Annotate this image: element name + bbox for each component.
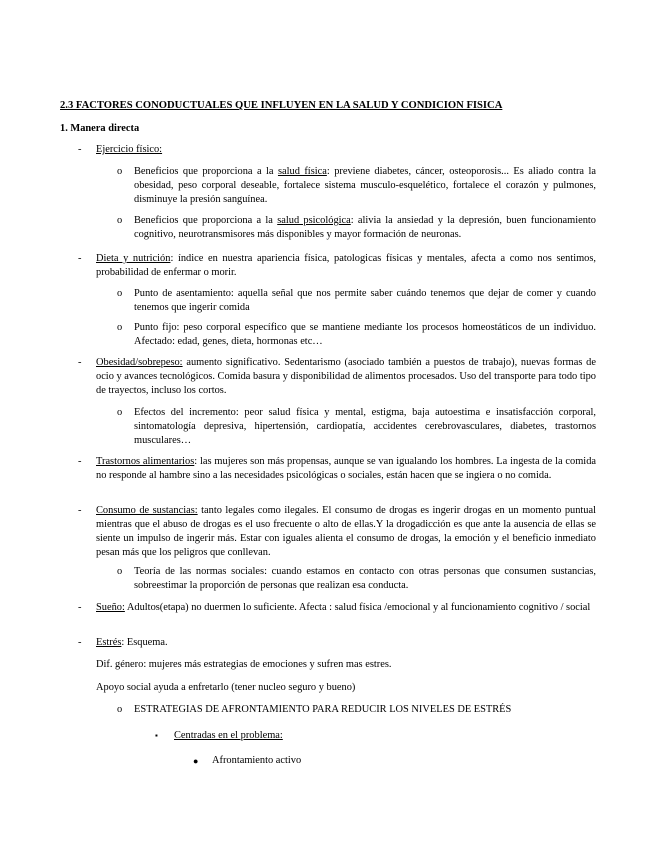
salud-fisica-paragraph: Beneficios que proporciona a la salud física: previene diabetes, cáncer, osteoporosis... Es aliado contra la obesidad, peso corporal deseable, fortalece sistema musculo-esquelético, fortalece el corazón y pulmones, disminuye la presión sanguínea. <box>134 166 596 205</box>
dash-bullet: - <box>78 253 82 264</box>
trastornos-paragraph: Trastornos alimentarios: las mujeres son más propensas, aunque se van igualando los hombres. La ingesta de la comida no responde al hambre sino a las necesidades psicológicas o sociales, están hacen que se ingiera o no comida. <box>96 456 596 481</box>
ejercicio-label: Ejercicio físico: <box>96 144 163 155</box>
consumo-label: Consumo de sustancias: <box>96 505 198 516</box>
punto-asentamiento-paragraph: Punto de asentamiento: aquella señal que nos permite saber cuándo tenemos que dejar de comer y cuando tenemos que ingerir comida <box>134 288 596 313</box>
dash-bullet: - <box>78 602 82 613</box>
dash-bullet: - <box>78 456 82 467</box>
consumo-paragraph: Consumo de sustancias: tanto legales como ilegales. El consumo de drogas es ingerir drogas en un momento puntual mientras que el abuso de drogas es el uso frecuente o alto de ellas.Y la drogadicción es que ante la ausencia de ellas se siente un impulso de ingerir más. Estar con iguales alienta el consumo de drogas, la emoción y el beneficio inmediato pesan más que los peligros que conllevan. <box>96 505 597 558</box>
diferencia-genero-line: Dif. género: mujeres más estrategias de emociones y sufren mas estres. <box>96 659 392 670</box>
salud-psicologica-paragraph: Beneficios que proporciona a la salud psicológica: alivia la ansiedad y la depresión, buen funcionamiento cognitivo, neurotransmisores más disponibles y mayor formación de neuronas. <box>134 215 596 240</box>
trastornos-label: Trastornos alimentarios <box>96 456 195 467</box>
punto-fijo-paragraph: Punto fijo: peso corporal específico que se mantiene mediante los procesos homeostáticos de un individuo. Afectado: edad, genes, dieta, hormonas etc… <box>134 322 596 347</box>
obesidad-label: Obesidad/sobrepeso: <box>96 357 183 368</box>
circle-bullet: o <box>117 566 123 577</box>
estres-paragraph: Estrés: Esquema. <box>96 637 168 648</box>
circle-bullet: o <box>117 166 123 177</box>
salud-psicologica-term: salud psicológica <box>277 215 351 226</box>
estres-label: Estrés <box>96 637 122 648</box>
subsection-heading: 1. Manera directa <box>60 123 140 134</box>
afrontamiento-activo-item: Afrontamiento activo <box>212 755 302 766</box>
circle-bullet: o <box>117 704 123 715</box>
disc-bullet: ● <box>193 756 199 766</box>
estrategias-heading: ESTRATEGIAS DE AFRONTAMIENTO PARA REDUCIR LOS NIVELES DE ESTRÉS <box>134 704 512 715</box>
centradas-problema-label: Centradas en el problema: <box>174 730 283 741</box>
circle-bullet: o <box>117 215 123 226</box>
sueno-label: Sueño: <box>96 602 125 613</box>
square-bullet: ▪ <box>155 731 158 740</box>
circle-bullet: o <box>117 407 123 418</box>
dash-bullet: - <box>78 144 82 155</box>
salud-fisica-term: salud física <box>277 166 327 177</box>
dash-bullet: - <box>78 357 82 368</box>
dieta-label: Dieta y nutrición <box>96 253 171 264</box>
normas-sociales-paragraph: Teoría de las normas sociales: cuando estamos en contacto con otras personas que consumen sustancias, sobreestimar la proporción de personas que realizan esa conducta. <box>134 566 596 591</box>
dash-bullet: - <box>78 637 82 648</box>
circle-bullet: o <box>117 288 123 299</box>
apoyo-social-line: Apoyo social ayuda a enfretarlo (tener nucleo seguro y bueno) <box>96 682 356 693</box>
sueno-paragraph: Sueño: Adultos(etapa) no duermen lo suficiente. Afecta : salud física /emocional y al funcionamiento cognitivo / social <box>96 602 591 613</box>
circle-bullet: o <box>117 322 123 333</box>
dash-bullet: - <box>78 505 82 516</box>
dieta-paragraph: Dieta y nutrición: índice en nuestra apariencia física, patologicas físicas y mentales, afecta a como nos sentimos, probabilidad de enfermar o morir. <box>96 253 597 278</box>
section-title: 2.3 FACTORES CONODUCTUALES QUE INFLUYEN EN LA SALUD Y CONDICION FISICA <box>60 100 503 111</box>
obesidad-paragraph: Obesidad/sobrepeso: aumento significativo. Sedentarismo (asociado también a puestos de trabajo), nuevas formas de ocio y avances tecnológicos. Comida basura y disponibilidad de alimentos procesados. Uso del transporte para todo tipo de trayectos, incluso los cortos. <box>96 357 596 396</box>
efectos-paragraph: Efectos del incremento: peor salud física y mental, estigma, baja autoestima e insatisfacción corporal, sintomatología depresiva, hipertensión, cardiopatía, accidentes cerebrovasculares, diabetes, trastornos musculares… <box>134 407 596 446</box>
